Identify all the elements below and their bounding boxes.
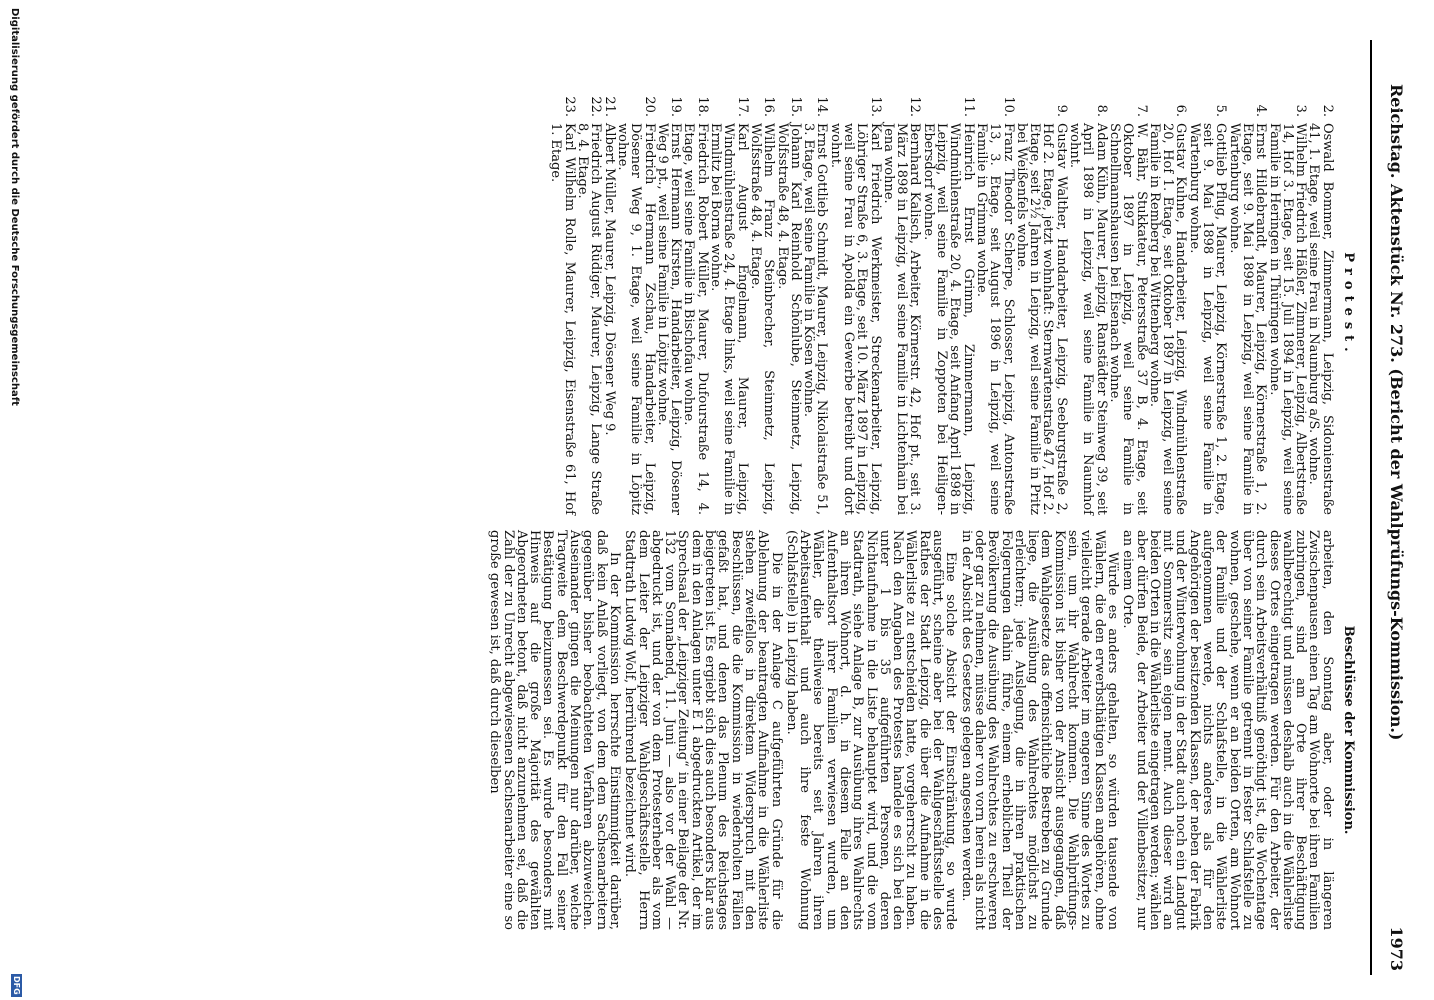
protest-entry <box>1267 95 1307 515</box>
entry-number: 18. <box>694 96 710 117</box>
commission-heading: Beschlüsse der Kommission. <box>1341 625 1356 835</box>
entry-text: Franz Theodor Scherpe, Schlosser, Leipzig, Antonstraße 13, 3. Etage, seit August 1896 in Leipzig, weil seine Familie in Grimma wohne. <box>973 123 1016 515</box>
entry-text: Ernst Gottlieb Schmidt, Maurer, Leipzig, Nikolaistraße 51, 3. Etage, weil seine Familie in Kösen wohne. <box>801 123 830 515</box>
entry-number: 8. <box>1093 104 1109 117</box>
page-number: 1973 <box>1387 926 1406 971</box>
entry-text: Karl August Engelmann, Maurer, Leipzig, Windmühlenstraße 24, 4. Etage links, weil seine Familie in Ermlitz bei Borna wohne. <box>708 123 750 515</box>
commission-paragraph: In der Kommission herrschte Einstimmigkeit darüber, daß kein Anlaß vorliegt, von dem dem Sachsenarbeitern gegenüber bisher beobachteten Verfahren abzuweichen. Auseinander gingen die Meinungen nur darüber, welche Tragweite dem Beschwerdepunkt für den Fall seiner Bestätigung beizumessen sei. Es wurde besonders mit Hinweis auf die große Majorität des gewählten Abgeordneten betont, daß nicht anzunehmen sei, daß die Zahl der zu Unrecht abgewiesenen Sachsenarbeiter eine so große gewesen ist, daß durch dieselben <box>487 530 622 930</box>
entry-text: Karl Wilhelm Rolle, Maurer, Leipzig, Eisenstraße 61, Hof 1. Etage. <box>548 123 577 515</box>
entry-number: 23. <box>561 96 577 117</box>
entry-number: 6. <box>1173 104 1189 117</box>
protest-entry <box>775 95 802 515</box>
entry-number: 13. <box>867 96 883 117</box>
entry-text: Ernst Hermann Kirsten, Handarbeiter, Leipzig, Dösener Weg 9 pt., weil seine Familie in Löpitz wohne. <box>654 123 684 515</box>
protest-entry <box>1307 95 1334 515</box>
protest-entry <box>749 95 776 515</box>
commission-paragraph: Würde es anders gehalten, so würden tausende von Wählern, die den erwerbsthätigen Klassen angehören, ohne vielleicht gerade Arbeiter im engeren Sinne des Wortes zu sein, um ihr Wahlrecht kommen. Die Wahlprüfungs-Kommission ist bisher von der Ansicht ausgegangen, daß dem Wahlgesetze das offensichtliche Bestreben zu Grunde liege, die Ausübung des Wahlrechtes möglichst zu erleichtern; jede Auslegung, die in ihren praktischen Folgerungen dahin führe, einem erheblichen Theil der Bevölkerung die Ausübung des Wahlrechtes zu erschweren oder gar zu nehmen, müsse daher von vorn herein als nicht in der Absicht des Gesetzes gelegen angesehen werden. <box>958 530 1120 930</box>
entry-number: 19. <box>668 96 684 117</box>
entry-number: 5. <box>1213 104 1229 117</box>
protest-entry <box>802 95 829 515</box>
protest-entry <box>1015 95 1068 515</box>
entry-number: 22. <box>588 96 604 117</box>
protest-entry <box>549 95 576 515</box>
header-rule <box>1370 40 1372 975</box>
entry-text: Albert Müller, Maurer, Leipzig, Dösener Weg 9. <box>601 123 617 436</box>
protest-entry <box>656 95 683 515</box>
protest-entry-list <box>549 95 1334 515</box>
entry-number: 15. <box>787 96 803 117</box>
entry-text: Ernst Hildebrandt, Maurer, Leipzig, Körnerstraße 1, 2. Etage, seit 9. Mai 1898 in Leipzig, weil seine Familie in Wartenburg wohne. <box>1226 123 1269 515</box>
entry-number: 21. <box>601 96 617 117</box>
entry-number: 3. <box>1293 104 1309 117</box>
entry-number: 10. <box>1000 96 1016 117</box>
footer-credit: Digitalisierung gefördert durch die Deutsche Forschungsgemeinschaft <box>9 8 20 406</box>
protest-entry <box>1068 95 1108 515</box>
entry-text: Heinrich Ernst Grimm, Zimmermann, Leipzig, Windmühlenstraße 20, 4. Etage, seit Anfang April 1898 in Leipzig, weil seine Familie in Zoppoten bei Heiligen-Ebersdorf wohne. <box>920 123 976 515</box>
entry-number: 11. <box>960 96 976 117</box>
entry-text: Gottlieb Pflug, Maurer, Leipzig, Körnerstraße 1, 2. Etage, seit 9. Mai 1898 in Leipzig, weil seine Familie in Wartenburg wohne. <box>1186 123 1229 515</box>
entry-text: W. Bähr, Stukkateur, Petersstraße 37 B, 4. Etage, seit Oktober 1897 in Leipzig, weil seine Familie in Schnellmannshausen bei Eisenach wohne. <box>1106 123 1149 515</box>
page-header <box>1372 40 1406 975</box>
protest-column <box>549 95 1359 515</box>
protest-entry <box>576 95 603 515</box>
entry-text: Friedrich Robert Müller, Maurer, Dufourstraße 14, 4. Etage, weil seine Familie in Bischofau wohne. <box>681 123 710 515</box>
entry-number: 4. <box>1253 104 1269 117</box>
entry-text: Bernhard Kalisch, Arbeiter, Körnerstr. 42, Hof pt., seit 3. März 1898 in Leipzig, weil seine Familie in Lichtenhain bei Jena wohne. <box>880 123 923 515</box>
entry-text: Wilhelm Friedrich Häßler, Zimmerer, Leipzig, Albertstraße 14, Hof 3. Etage, seit 15. Juli 1894 in Leipzig, weil seine Familie in Heringen in Thüringen wohne. <box>1266 123 1309 515</box>
entry-text: Adam Kühn, Maurer, Leipzig, Ranstädter Steinweg 39, seit April 1898 in Leipzig, weil seine Familie in Naumhof wohnt. <box>1067 123 1109 515</box>
entry-text: Johann Karl Reinhold Schönlube, Steinmetz, Leipzig, Wolfsstraße 48, 4. Etage. <box>774 123 803 515</box>
protest-entry <box>616 95 656 515</box>
protest-entry <box>922 95 975 515</box>
entry-number: 2. <box>1319 104 1335 117</box>
entry-number: 17. <box>734 96 750 117</box>
protest-entry <box>602 95 615 515</box>
entry-text: Friedrich Hermann Zschau, Handarbeiter, Leipzig, Dösener Weg 9, 1. Etage, weil seine Familie in Löpitz wohne. <box>614 123 657 515</box>
header-title: Reichstag. Aktenstück Nr. 273. (Bericht der Wahlprüfungs-Kommission.) <box>1387 84 1406 741</box>
commission-text <box>488 530 1334 930</box>
entry-number: 14. <box>814 96 830 117</box>
protest-entry <box>709 95 749 515</box>
entry-number: 20. <box>641 96 657 117</box>
commission-column <box>486 530 1359 930</box>
dfg-logo: DFG <box>12 976 21 995</box>
entry-number: 7. <box>1133 104 1149 117</box>
protest-entry <box>1148 95 1188 515</box>
entry-text: Friedrich August Rüdiger, Maurer, Leipzig, Lange Straße 8, 4. Etage. <box>575 123 604 515</box>
entry-number: 16. <box>761 96 777 117</box>
commission-paragraph: arbeiten, den Sonntag aber, oder in längeren Zwischenpausen einen Tag am Wohnorte bei ihren Familien zubringen, sind am Orte ihrer Beschäftigung wahlberechtigt und müssen deshalb auch in die Wählerliste dieses Ortes eingetragen werden. Für den Arbeiter, der durch sein Arbeitsverhältniß genöthigt ist, die Wochentage über von seiner Familie getrennt in fester Schlafstelle zu wohnen, geschehe, wenn er an beiden Orten, am Wohnort der Familie und der Schlafstelle, in die Wählerliste aufgenommen werde, nichts anderes als für den Angehörigen der besitzenden Klassen, der neben der Fabrik und der Winterwohnung in der Stadt auch noch ein Landgut mit Sommersitz sein eigen nennt. Auch dieser wird an beiden Orten in die Wählerliste eingetragen werden; wählen aber dürfen Beide, der Arbeiter und der Villenbesitzer, nur an einem Orte. <box>1120 530 1335 930</box>
protest-entry <box>682 95 709 515</box>
commission-paragraph: Die in der Anlage C aufgeführten Gründe für die Ablehnung der beantragten Aufnahme in die Wählerliste stehen zweifellos in direktem Widerspruch mit den Beschlüssen, die die Kommission in wiederholten Fällen gefaßt hat, und denen das Plenum des Reichstages beigetreten ist. Es ergiebt sich dies auch besonders klar aus dem in den Anlagen unter E 1 abgedruckten Artikel, der im Sprechsaal der „Leipziger Zeitung“ in einer Beilage der Nr. 132 vom Sonnabend, 11. Juni — also vor der Wahl — abgedruckt ist, und der von dem Protesterheber als vom dem Leiter der Leipziger Wahlgeschäftsstelle, Herrn Stadtrath Ludwig Wolf, herrührend bezeichnet wird. <box>622 530 784 930</box>
entry-text: Karl Friedrich Werkmeister, Streckenarbeiter, Leipzig, Löhriger Straße 6, 3. Etage, seit 10. März 1897 in Leipzig, weil seine Frau in Apolda ein Gewerbe betreibt und dort wohnt. <box>827 123 883 515</box>
entry-text: Wilhelm Franz Steinbrecher, Steinmetz, Leipzig, Wolfsstraße 48, 4. Etage. <box>747 123 777 515</box>
protest-entry <box>1187 95 1227 515</box>
entry-text: Gustav Walther, Handarbeiter, Leipzig, Seeburgstraße 2, Hof 2. Etage, jetzt wohnhaft: Sternwartenstraße 47, Hof 2. Etage, seit 2½ Jahren in Leipzig, weil seine Familie in Pritz bei Weißenfels wohne. <box>1013 123 1069 515</box>
protest-entry <box>975 95 1015 515</box>
entry-text: Oswald Bommer, Zimmermann, Leipzig, Sidonienstraße 41, 1. Etage, weil seine Frau in Naumburg a/S. wohne. <box>1306 123 1335 515</box>
protest-entry <box>1227 95 1267 515</box>
protest-entry <box>828 95 881 515</box>
protest-heading: Protest. <box>1341 252 1356 358</box>
entry-text: Gustav Kuhne, Handarbeiter, Leipzig, Windmühlenstraße 20, Hof 1. Etage, seit Oktober 1897 in Leipzig, weil seine Familie in Remberg bei Wittenberg wohne. <box>1146 123 1189 515</box>
entry-number: 9. <box>1053 104 1069 117</box>
protest-entry <box>882 95 922 515</box>
commission-paragraph: Eine solche Absicht der Einschränkung, so wurde ausgeführt, scheine aber bei der Wahlgeschäftsstelle des Rathes der Stadt Leipzig, die über die Aufnahme in die Wählerliste zu entscheiden hatte, vorgeherrscht zu haben. Nach den Angaben des Protestes handele es sich bei den unter 1 bis 35 aufgeführten Personen, deren Nichtaufnahme in die Liste behauptet wird, und die vom Stadtrath, siehe Anlage B, zur Ausübung ihres Wahlrechts an ihren Wohnort, d. h. in diesem Falle an den Aufenthaltsort ihrer Familien verwiesen wurden, um Wähler, die theilweise bereits seit Jahren ihren Arbeitsaufenthalt und auch ihre feste Wohnung (Schlafstelle) in Leipzig haben. <box>783 530 959 930</box>
entry-number: 12. <box>907 96 923 117</box>
digitization-footer <box>0 0 26 1000</box>
protest-entry <box>1108 95 1148 515</box>
